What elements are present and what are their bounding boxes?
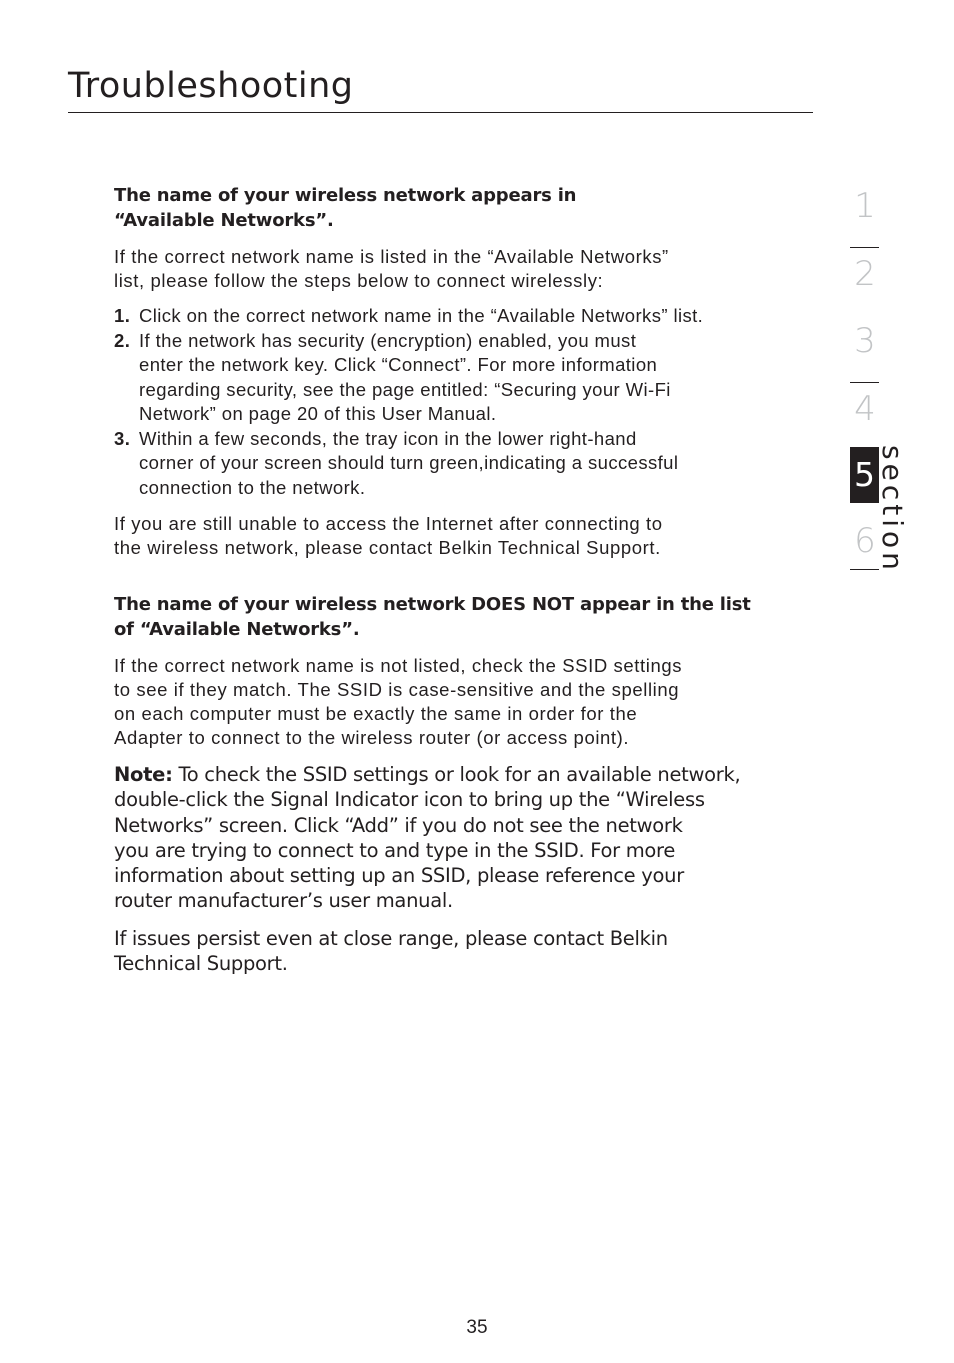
list-item [114,427,784,501]
section-tab-1[interactable] [850,180,880,248]
still-unable-paragraph: If you are still unable to access the Internet after connecting to the wireless network, please contact Belkin Technical Support. [114,513,663,558]
section-tab-4[interactable] [850,383,880,451]
page-number: 35 [466,1317,488,1338]
persist-paragraph: If issues persist even at close range, please contact Belkin Technical Support. [114,926,668,976]
step-number: 2. [114,329,131,351]
step-number: 1. [114,305,131,326]
section-number: 1 [854,186,876,226]
section-number: 3 [854,321,876,361]
step-text: If the network has security (encryption) enabled, you must enter the network key. Click “Connect”. For more information regarding security, see the page entitled: “Securing your Wi-Fi Network” on page 20 of this User Manual. [139,329,671,424]
section-number: 6 [854,521,876,561]
section-heading-network-appears [114,183,784,233]
section-tab-5-active[interactable] [850,447,879,503]
section-tab-2[interactable] [850,248,880,316]
page-title: Troubleshooting [68,66,354,106]
section-number: 2 [854,253,876,294]
step-number: 3. [114,427,131,449]
step-text: Within a few seconds, the tray icon in the lower right-hand corner of your screen should turn green,indicating a successful connection to the network. [139,427,679,498]
section-number: 4 [854,388,876,429]
heading-line: The name of your wireless network appears in [114,185,577,206]
not-listed-paragraph: If the correct network name is not listed, check the SSID settings to see if they match. The SSID is case-sensitive and the spelling on each computer must be exactly the same in order for the Adapter to connect to the wireless router (or access point). [114,655,683,748]
section-tabs [850,180,880,450]
main-content [114,183,784,976]
step-text: Click on the correct network name in the “Available Networks” list. [139,305,704,326]
heading-line: “Available Networks”. [114,210,334,231]
connect-steps-list [114,304,784,500]
section-heading-network-missing [114,592,784,642]
list-item [114,329,784,427]
heading-line: of “Available Networks”. [114,619,360,640]
intro-paragraph: If the correct network name is listed in the “Available Networks” list, please follow the steps below to connect wirelessly: [114,246,669,291]
note-label: Note: [114,763,173,786]
heading-line: The name of your wireless network DOES NOT appear in the list [114,594,751,615]
section-label: section [876,445,909,574]
section-tab-3[interactable] [850,315,880,383]
note-text: To check the SSID settings or look for an available network, double-click the Signal Indicator icon to bring up the “Wireless Networks” screen. Click “Add” if you do not see the network you are trying to connect to and type in the SSID. For more information about setting up an SSID, please reference your router manufacturer’s user manual. [114,763,741,913]
section-number-active: 5 [854,455,875,494]
title-divider [68,112,813,113]
note-paragraph [114,762,784,914]
section-divider [850,569,879,570]
list-item [114,304,784,329]
